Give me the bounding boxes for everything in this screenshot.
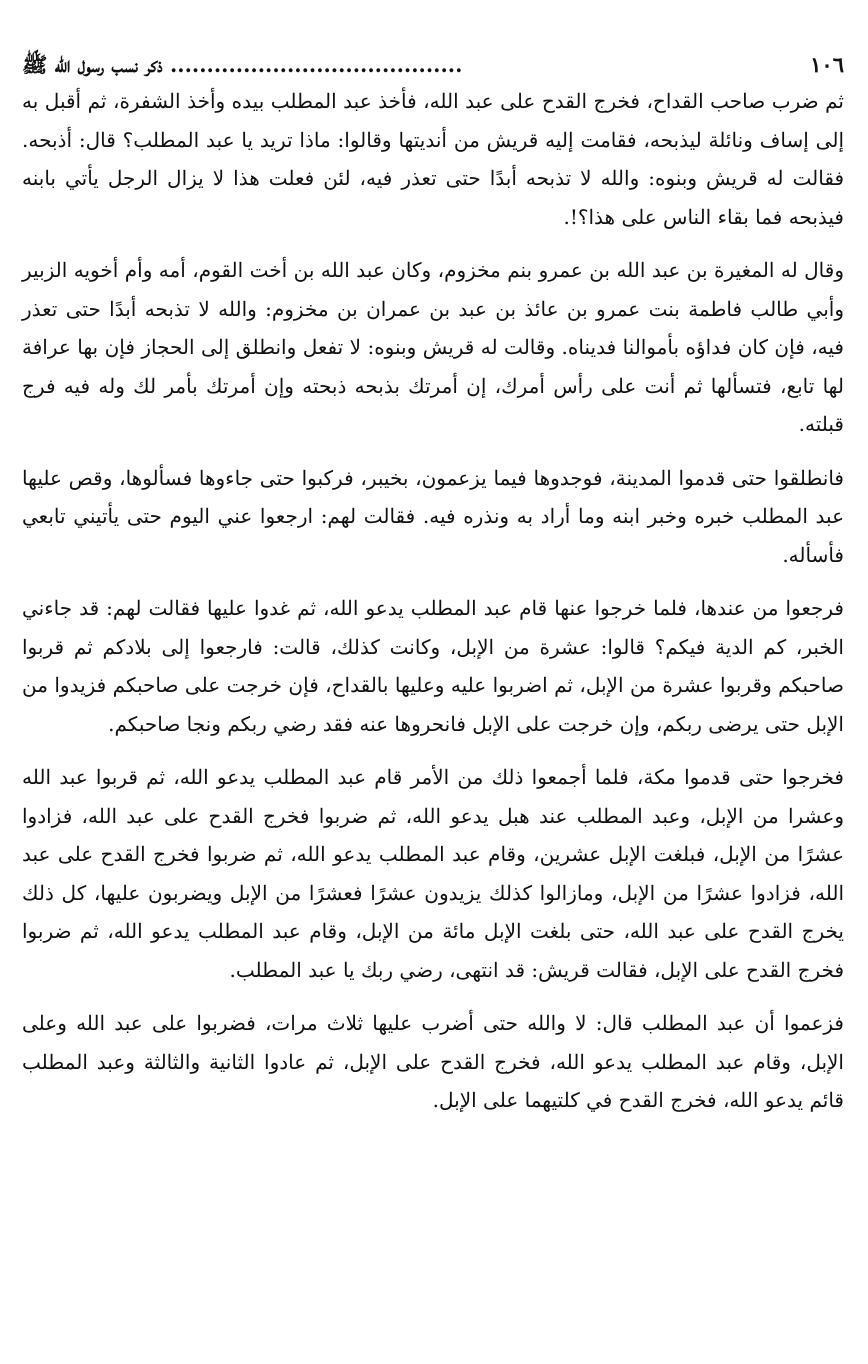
paragraph-1: ثم ضرب صاحب القداح، فخرج القدح على عبد الله، فأخذ عبد المطلب بيده وأخذ الشفرة، ثم أقبل به إلى إساف ونائلة ليذبحه، فقامت إليه قريش من أنديتها وقالوا: ماذا تريد يا عبد المطلب؟ قال: أذبحه. فقالت له قريش وبنوه: والله لا تذبحه أبدًا حتى تعذر فيه، لئن فعلت هذا لا يزال الرجل يأتي بابنه فيذبحه فما بقاء الناس على هذا؟!. [22, 89, 844, 229]
paragraph-4: فرجعوا من عندها، فلما خرجوا عنها قام عبد المطلب يدعو الله، ثم غدوا عليها فقالت لهم: قد جاءني الخبر، كم الدية فيكم؟ قالوا: عشرة من الإبل، وكانت كذلك، قالت: فارجعوا إلى بلادكم ثم قربوا صاحبكم وقربوا عشرة من الإبل، ثم اضربوا عليه وعليها بالقداح، فإن خرجت على صاحبكم فزيدوا من الإبل حتى يرضى ربكم، وإن خرجت على الإبل فانحروها عنه فقد رضي ربكم ونجا صاحبكم. [22, 596, 844, 736]
header-title-group [22, 52, 462, 78]
paragraph-3: فانطلقوا حتى قدموا المدينة، فوجدوها فيما يزعمون، بخيبر، فركبوا حتى جاءوها فسألوها، وقص عليها عبد المطلب خبره وخبر ابنه وما أراد به ونذره فيه. فقالت لهم: ارجعوا عني اليوم حتى يأتيني تابعي فأسأله. [22, 465, 844, 567]
paragraph-5: فخرجوا حتى قدموا مكة، فلما أجمعوا ذلك من الأمر قام عبد المطلب يدعو الله، ثم قربوا عبد الله وعشرا من الإبل، وعبد المطلب عند هبل يدعو الله، ثم ضربوا فخرج القدح على عبد الله، فزادوا عشرًا من الإبل، فبلغت الإبل عشرين، وقام عبد المطلب يدعو الله، ثم ضربوا فخرج القدح على عبد الله، فزادوا عشرًا من الإبل، ومازالوا كذلك يزيدون عشرًا فعشرًا من الإبل ويضربون عليها، كل ذلك يخرج القدح على عبد الله، حتى بلغت الإبل مائة من الإبل، وقام عبد المطلب يدعو الله، ثم ضربوا فخرج القدح على الإبل، فقالت قريش: قد انتهى، رضي ربك يا عبد المطلب. [22, 765, 844, 982]
paragraph-2: وقال له المغيرة بن عبد الله بن عمرو بنم مخزوم، وكان عبد الله بن أخت القوم، أمه وأم أخويه الزبير وأبي طالب فاطمة بنت عمرو بن عائذ بن عبد بن عمران بن مخزوم: والله لا تذبحه أبدًا حتى تعذر فيه، فإن كان فداؤه بأموالنا فديناه. وقالت له قريش وبنوه: لا تفعل وانطلق إلى الحجاز فإن بها عرافة لها تابع، فتسألها ثم أنت على رأس أمرك، إن أمرتك بذبحه ذبحته وإن أمرتك بأمر لك وله فيه فرج قبلته. [22, 258, 844, 436]
running-header [22, 52, 844, 78]
paragraph-6: فزعموا أن عبد المطلب قال: لا والله حتى أضرب عليها ثلاث مرات، فضربوا على عبد الله وعلى الإبل، وقام عبد المطلب يدعو الله، فخرج القدح على الإبل، ثم عادوا الثانية والثالثة وعبد المطلب قائم يدعو الله، فخرج القدح في كلتيهما على الإبل. [22, 1011, 844, 1112]
page-number: ١٠٦ [810, 52, 844, 77]
header-leader-dots: ........................................ [169, 52, 463, 77]
header-title: ذكر نسب رسول الله ﷺ [22, 52, 163, 77]
